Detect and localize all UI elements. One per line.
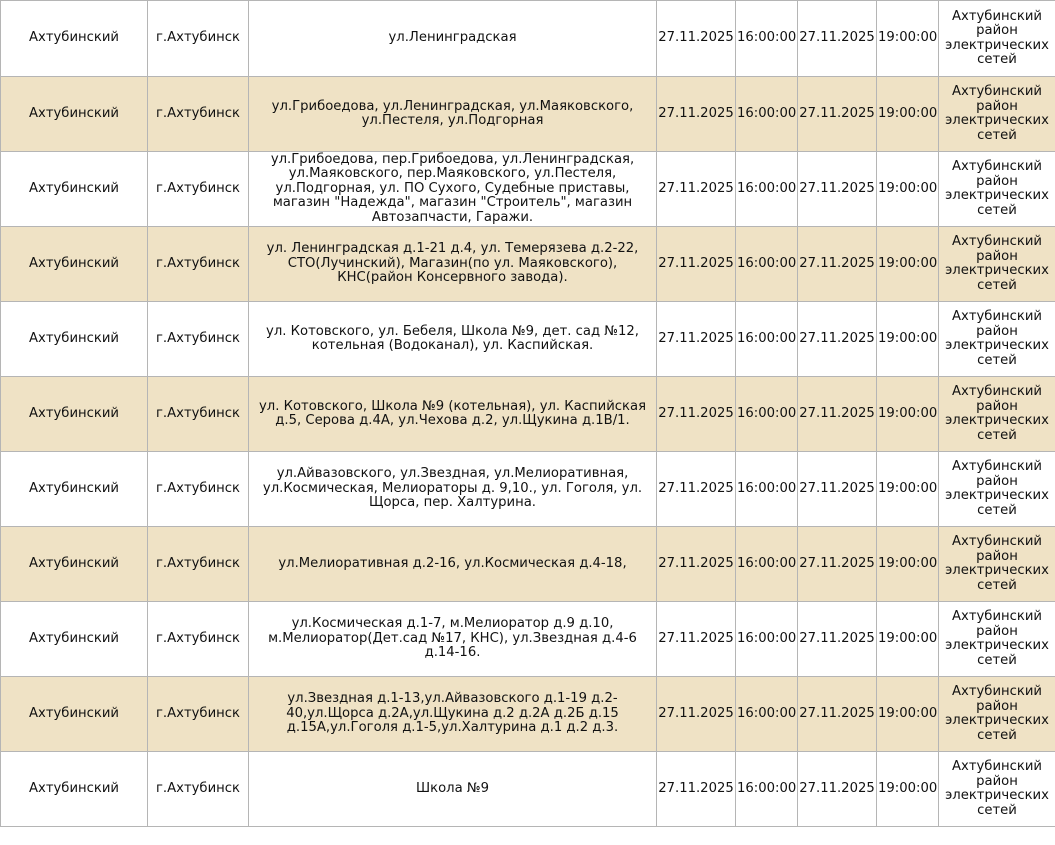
table-row xyxy=(1,527,1055,602)
network-cell: Ахтубинский район электрических сетей xyxy=(939,677,1055,752)
end-date-cell: 27.11.2025 xyxy=(798,752,877,827)
start-time-cell: 16:00:00 xyxy=(736,302,798,377)
network-cell: Ахтубинский район электрических сетей xyxy=(939,377,1055,452)
city-cell: г.Ахтубинск xyxy=(148,1,249,77)
start-time-cell: 16:00:00 xyxy=(736,1,798,77)
table-row xyxy=(1,1,1055,77)
district-cell: Ахтубинский xyxy=(1,77,148,152)
table-row xyxy=(1,752,1055,827)
start-time-cell: 16:00:00 xyxy=(736,152,798,227)
network-cell: Ахтубинский район электрических сетей xyxy=(939,602,1055,677)
end-time-cell: 19:00:00 xyxy=(877,527,939,602)
end-date-cell: 27.11.2025 xyxy=(798,602,877,677)
city-cell: г.Ахтубинск xyxy=(148,752,249,827)
start-time-cell: 16:00:00 xyxy=(736,677,798,752)
end-time-cell: 19:00:00 xyxy=(877,152,939,227)
end-time-cell: 19:00:00 xyxy=(877,452,939,527)
addresses-cell: ул.Грибоедова, ул.Ленинградская, ул.Маяковского, ул.Пестеля, ул.Подгорная xyxy=(249,77,657,152)
city-cell: г.Ахтубинск xyxy=(148,452,249,527)
start-time-cell: 16:00:00 xyxy=(736,752,798,827)
end-date-cell: 27.11.2025 xyxy=(798,302,877,377)
city-cell: г.Ахтубинск xyxy=(148,602,249,677)
city-cell: г.Ахтубинск xyxy=(148,152,249,227)
addresses-cell: ул.Айвазовского, ул.Звездная, ул.Мелиоративная, ул.Космическая, Мелиораторы д. 9,10., ул. Гоголя, ул. Щорса, пер. Халтурина. xyxy=(249,452,657,527)
network-cell: Ахтубинский район электрических сетей xyxy=(939,227,1055,302)
start-date-cell: 27.11.2025 xyxy=(657,602,736,677)
addresses-cell: ул. Котовского, ул. Бебеля, Школа №9, дет. сад №12, котельная (Водоканал), ул. Каспийская. xyxy=(249,302,657,377)
start-date-cell: 27.11.2025 xyxy=(657,527,736,602)
district-cell: Ахтубинский xyxy=(1,302,148,377)
start-date-cell: 27.11.2025 xyxy=(657,677,736,752)
district-cell: Ахтубинский xyxy=(1,602,148,677)
end-date-cell: 27.11.2025 xyxy=(798,1,877,77)
addresses-cell: ул.Мелиоративная д.2-16, ул.Космическая д.4-18, xyxy=(249,527,657,602)
end-date-cell: 27.11.2025 xyxy=(798,527,877,602)
addresses-cell: ул.Ленинградская xyxy=(249,1,657,77)
start-date-cell: 27.11.2025 xyxy=(657,752,736,827)
table-row xyxy=(1,227,1055,302)
addresses-cell: ул.Космическая д.1-7, м.Мелиоратор д.9 д.10, м.Мелиоратор(Дет.сад №17, КНС), ул.Звездная д.4-6 д.14-16. xyxy=(249,602,657,677)
end-time-cell: 19:00:00 xyxy=(877,752,939,827)
network-cell: Ахтубинский район электрических сетей xyxy=(939,527,1055,602)
end-date-cell: 27.11.2025 xyxy=(798,152,877,227)
city-cell: г.Ахтубинск xyxy=(148,677,249,752)
table-row xyxy=(1,602,1055,677)
end-time-cell: 19:00:00 xyxy=(877,677,939,752)
district-cell: Ахтубинский xyxy=(1,377,148,452)
table-row xyxy=(1,452,1055,527)
network-cell: Ахтубинский район электрических сетей xyxy=(939,452,1055,527)
city-cell: г.Ахтубинск xyxy=(148,527,249,602)
district-cell: Ахтубинский xyxy=(1,152,148,227)
table-row xyxy=(1,152,1055,227)
city-cell: г.Ахтубинск xyxy=(148,227,249,302)
start-date-cell: 27.11.2025 xyxy=(657,452,736,527)
start-date-cell: 27.11.2025 xyxy=(657,152,736,227)
addresses-cell: ул.Грибоедова, пер.Грибоедова, ул.Ленинградская, ул.Маяковского, пер.Маяковского, ул.Пестеля, ул.Подгорная, ул. ПО Сухого, Судебные приставы, магазин "Надежда", магазин "Строитель", магазин Автозапчасти, Гаражи. xyxy=(249,152,657,227)
end-time-cell: 19:00:00 xyxy=(877,227,939,302)
start-time-cell: 16:00:00 xyxy=(736,527,798,602)
start-time-cell: 16:00:00 xyxy=(736,377,798,452)
district-cell: Ахтубинский xyxy=(1,752,148,827)
table-row xyxy=(1,677,1055,752)
network-cell: Ахтубинский район электрических сетей xyxy=(939,302,1055,377)
network-cell: Ахтубинский район электрических сетей xyxy=(939,77,1055,152)
end-date-cell: 27.11.2025 xyxy=(798,677,877,752)
table-row xyxy=(1,302,1055,377)
end-date-cell: 27.11.2025 xyxy=(798,77,877,152)
end-time-cell: 19:00:00 xyxy=(877,77,939,152)
end-date-cell: 27.11.2025 xyxy=(798,377,877,452)
start-date-cell: 27.11.2025 xyxy=(657,77,736,152)
start-time-cell: 16:00:00 xyxy=(736,602,798,677)
start-date-cell: 27.11.2025 xyxy=(657,227,736,302)
city-cell: г.Ахтубинск xyxy=(148,377,249,452)
end-time-cell: 19:00:00 xyxy=(877,377,939,452)
addresses-cell: ул.Звездная д.1-13,ул.Айвазовского д.1-19 д.2-40,ул.Щорса д.2А,ул.Щукина д.2 д.2А д.2Б д.15 д.15А,ул.Гоголя д.1-5,ул.Халтурина д.1 д.2 д.3. xyxy=(249,677,657,752)
network-cell: Ахтубинский район электрических сетей xyxy=(939,1,1055,77)
district-cell: Ахтубинский xyxy=(1,527,148,602)
addresses-cell: Школа №9 xyxy=(249,752,657,827)
start-time-cell: 16:00:00 xyxy=(736,227,798,302)
end-time-cell: 19:00:00 xyxy=(877,1,939,77)
table-row xyxy=(1,77,1055,152)
start-time-cell: 16:00:00 xyxy=(736,77,798,152)
addresses-cell: ул. Котовского, Школа №9 (котельная), ул. Каспийская д.5, Серова д.4А, ул.Чехова д.2, ул.Щукина д.1В/1. xyxy=(249,377,657,452)
end-date-cell: 27.11.2025 xyxy=(798,227,877,302)
district-cell: Ахтубинский xyxy=(1,677,148,752)
end-time-cell: 19:00:00 xyxy=(877,302,939,377)
district-cell: Ахтубинский xyxy=(1,452,148,527)
network-cell: Ахтубинский район электрических сетей xyxy=(939,152,1055,227)
addresses-cell: ул. Ленинградская д.1-21 д.4, ул. Темерязева д.2-22, СТО(Лучинский), Магазин(по ул. Маяковского), КНС(район Консервного завода). xyxy=(249,227,657,302)
end-time-cell: 19:00:00 xyxy=(877,602,939,677)
district-cell: Ахтубинский xyxy=(1,227,148,302)
table-row xyxy=(1,377,1055,452)
start-date-cell: 27.11.2025 xyxy=(657,377,736,452)
city-cell: г.Ахтубинск xyxy=(148,77,249,152)
city-cell: г.Ахтубинск xyxy=(148,302,249,377)
table-body xyxy=(1,1,1055,827)
start-time-cell: 16:00:00 xyxy=(736,452,798,527)
district-cell: Ахтубинский xyxy=(1,1,148,77)
start-date-cell: 27.11.2025 xyxy=(657,1,736,77)
start-date-cell: 27.11.2025 xyxy=(657,302,736,377)
end-date-cell: 27.11.2025 xyxy=(798,452,877,527)
network-cell: Ахтубинский район электрических сетей xyxy=(939,752,1055,827)
